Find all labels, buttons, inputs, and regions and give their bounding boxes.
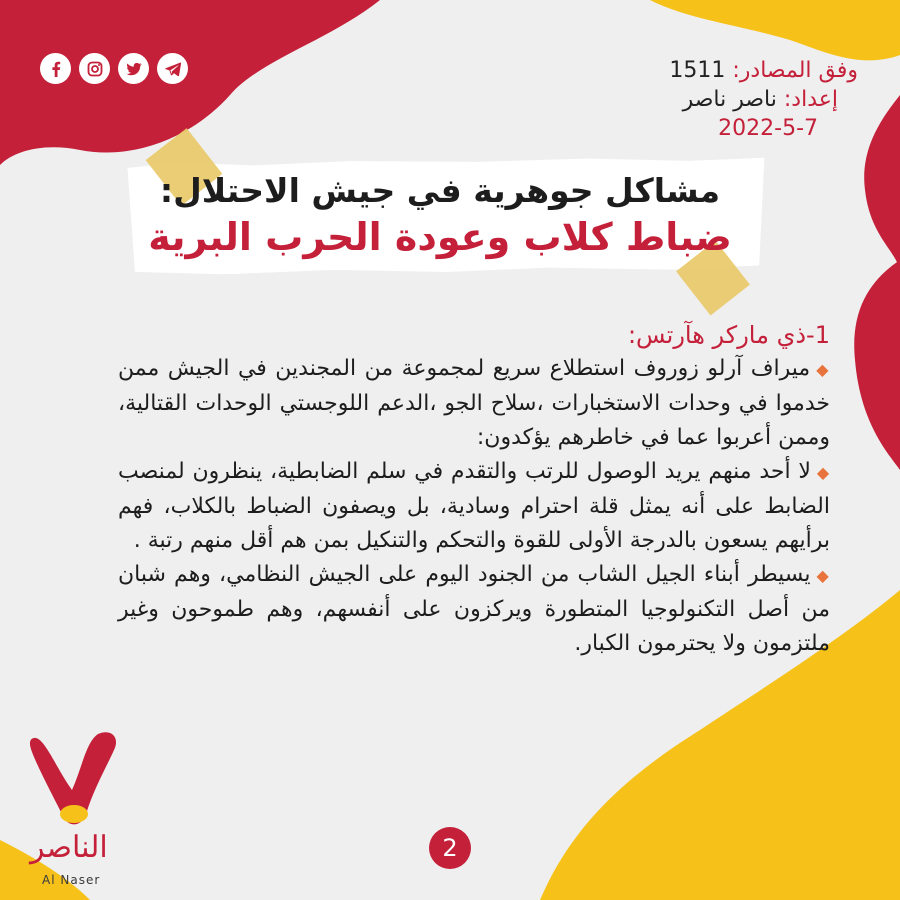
title-line-1: مشاكل جوهرية في جيش الاحتلال: <box>159 171 721 210</box>
prepared-value: ناصر ناصر <box>682 87 777 112</box>
right-red-blob-lower <box>854 260 900 470</box>
prepared-label: إعداد: <box>783 87 838 112</box>
title-line-2: ضباط كلاب وعودة الحرب البرية <box>148 215 732 259</box>
logo-arabic-text: الناصر <box>30 830 108 865</box>
source-heading: 1-ذي ماركر هآرتس: <box>627 321 830 349</box>
source-line <box>669 56 858 85</box>
telegram-icon[interactable] <box>157 53 188 84</box>
twitter-icon[interactable] <box>118 53 149 84</box>
source-label: وفق المصادر: <box>732 58 858 83</box>
top-right-yellow-blob <box>650 0 900 60</box>
diamond-bullet-icon: ◆ <box>816 566 830 585</box>
article-body <box>118 318 830 661</box>
diamond-bullet-icon: ◆ <box>816 360 830 379</box>
victory-sign-icon <box>24 728 136 838</box>
prepared-line <box>669 85 858 114</box>
paragraph <box>118 352 830 455</box>
diamond-bullet-icon: ◆ <box>816 463 830 482</box>
paragraph <box>118 558 830 661</box>
paragraph-text: ميراف آرلو زوروف استطلاع سريع لمجموعة من المجندين في الجيش ممن خدموا في وحدات الاستخبارات ،سلاح الجو ،الدعم اللوجستي الوحدات القتالية، وممن أعربوا عما في خاطرهم يؤكدون: <box>118 356 830 450</box>
paragraph <box>118 455 830 558</box>
logo-english-text: Al Naser <box>42 873 101 887</box>
facebook-icon[interactable] <box>40 53 71 84</box>
right-red-blob <box>864 95 900 270</box>
al-naser-logo <box>24 728 136 893</box>
page-number-badge: 2 <box>429 827 471 869</box>
meta-info <box>669 56 858 143</box>
paragraph-text: يسيطر أبناء الجيل الشاب من الجنود اليوم على الجيش النظامي، وهم شبان من أصل التكنولوجيا المتطورة ويركزون على أنفسهم، وهم طموحون وغير ملتزمون ولا يحترمون الكبار. <box>118 562 830 656</box>
instagram-icon[interactable] <box>79 53 110 84</box>
paragraph-text: لا أحد منهم يريد الوصول للرتب والتقدم في سلم الضابطية، ينظرون لمنصب الضابط على أنه يمثل قلة احترام وسادية، بل ويصفون الضباط بالكلاب، فهم برأيهم يسعون بالدرجة الأولى للقوة والتحكم والتنكيل بمن هم أقل منهم رتبة . <box>118 459 830 553</box>
source-value: 1511 <box>669 58 726 83</box>
social-icons <box>40 53 188 84</box>
date: 2022-5-7 <box>718 116 818 141</box>
